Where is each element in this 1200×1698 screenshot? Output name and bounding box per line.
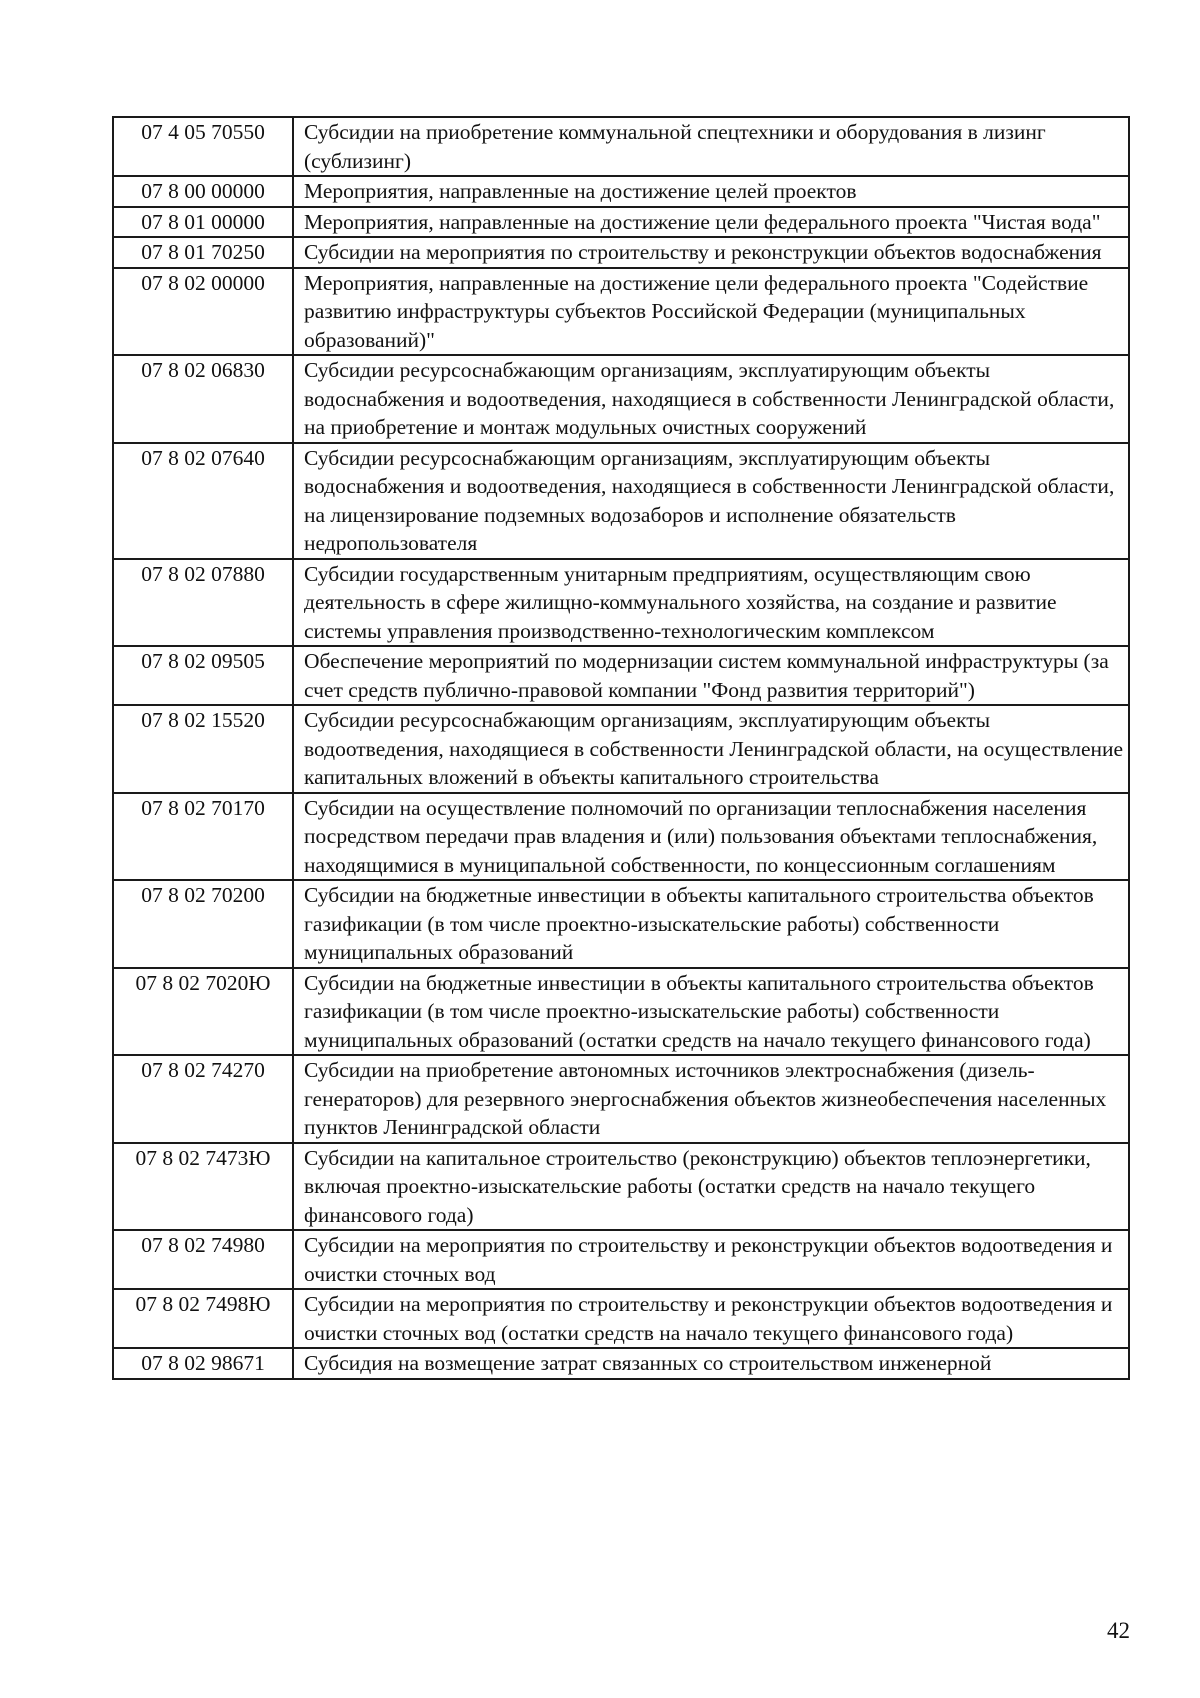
classification-code: 07 8 02 74270 <box>113 1055 293 1143</box>
classification-code: 07 8 02 09505 <box>113 646 293 705</box>
table-row <box>113 1348 1129 1379</box>
table-row <box>113 443 1129 559</box>
classification-code: 07 8 02 7473Ю <box>113 1143 293 1231</box>
table-row <box>113 1055 1129 1143</box>
code-description: Субсидии на капитальное строительство (реконструкцию) объектов теплоэнергетики, включая проектно-изыскательские работы (остатки средств на начало текущего финансового года) <box>293 1143 1129 1231</box>
classification-code: 07 8 02 7020Ю <box>113 968 293 1056</box>
code-description: Мероприятия, направленные на достижение целей проектов <box>293 176 1129 207</box>
classification-code: 07 8 02 06830 <box>113 355 293 443</box>
code-description: Субсидии ресурсоснабжающим организациям, эксплуатирующим объекты водоснабжения и водоотведения, находящиеся в собственности Ленинградской области, на лицензирование подземных водозаборов и исполнение обязательств недропользователя <box>293 443 1129 559</box>
classification-code: 07 8 02 07640 <box>113 443 293 559</box>
code-description: Субсидии на приобретение коммунальной спецтехники и оборудования в лизинг (сублизинг) <box>293 117 1129 176</box>
table-row <box>113 705 1129 793</box>
table-row <box>113 1230 1129 1289</box>
code-description: Субсидии на мероприятия по строительству и реконструкции объектов водоотведения и очистки сточных вод <box>293 1230 1129 1289</box>
classification-code: 07 4 05 70550 <box>113 117 293 176</box>
table-row <box>113 968 1129 1056</box>
table-row <box>113 793 1129 881</box>
code-description: Субсидии на мероприятия по строительству и реконструкции объектов водоснабжения <box>293 237 1129 268</box>
table-row <box>113 1143 1129 1231</box>
code-description: Обеспечение мероприятий по модернизации систем коммунальной инфраструктуры (за счет средств публично-правовой компании "Фонд развития территорий") <box>293 646 1129 705</box>
table-row <box>113 268 1129 356</box>
table-row <box>113 207 1129 238</box>
code-description: Субсидии ресурсоснабжающим организациям, эксплуатирующим объекты водоотведения, находящиеся в собственности Ленинградской области, на осуществление капитальных вложений в объекты капитального строительства <box>293 705 1129 793</box>
classification-code: 07 8 01 70250 <box>113 237 293 268</box>
code-description: Субсидии на бюджетные инвестиции в объекты капитального строительства объектов газификации (в том числе проектно-изыскательские работы) собственности муниципальных образований <box>293 880 1129 968</box>
table-row <box>113 355 1129 443</box>
classification-code: 07 8 02 7498Ю <box>113 1289 293 1348</box>
code-description: Субсидия на возмещение затрат связанных со строительством инженерной <box>293 1348 1129 1379</box>
code-description: Субсидии на приобретение автономных источников электроснабжения (дизель-генераторов) для резервного энергоснабжения объектов жизнеобеспечения населенных пунктов Ленинградской области <box>293 1055 1129 1143</box>
table-row <box>113 646 1129 705</box>
code-description: Субсидии ресурсоснабжающим организациям, эксплуатирующим объекты водоснабжения и водоотведения, находящиеся в собственности Ленинградской области, на приобретение и монтаж модульных очистных сооружений <box>293 355 1129 443</box>
table-row <box>113 117 1129 176</box>
page-number: 42 <box>1107 1618 1130 1643</box>
code-description: Субсидии на осуществление полномочий по организации теплоснабжения населения посредством передачи прав владения и (или) пользования объектами теплоснабжения, находящимися в муниципальной собственности, по концессионным соглашениям <box>293 793 1129 881</box>
table-row <box>113 559 1129 647</box>
classification-code: 07 8 01 00000 <box>113 207 293 238</box>
classification-code: 07 8 02 15520 <box>113 705 293 793</box>
code-description: Мероприятия, направленные на достижение цели федерального проекта "Содействие развитию инфраструктуры субъектов Российской Федерации (муниципальных образований)" <box>293 268 1129 356</box>
code-description: Субсидии на бюджетные инвестиции в объекты капитального строительства объектов газификации (в том числе проектно-изыскательские работы) собственности муниципальных образований (остатки средств на начало текущего финансового года) <box>293 968 1129 1056</box>
code-description: Мероприятия, направленные на достижение цели федерального проекта "Чистая вода" <box>293 207 1129 238</box>
table-row <box>113 1289 1129 1348</box>
classification-code: 07 8 00 00000 <box>113 176 293 207</box>
classification-code: 07 8 02 70200 <box>113 880 293 968</box>
table-row <box>113 176 1129 207</box>
classification-code: 07 8 02 74980 <box>113 1230 293 1289</box>
table-row <box>113 880 1129 968</box>
code-description: Субсидии государственным унитарным предприятиям, осуществляющим свою деятельность в сфере жилищно-коммунального хозяйства, на создание и развитие системы управления производственно-технологическим комплексом <box>293 559 1129 647</box>
classification-code: 07 8 02 07880 <box>113 559 293 647</box>
classification-code: 07 8 02 70170 <box>113 793 293 881</box>
classification-code: 07 8 02 00000 <box>113 268 293 356</box>
classification-code: 07 8 02 98671 <box>113 1348 293 1379</box>
table-row <box>113 237 1129 268</box>
budget-codes-table <box>112 116 1130 1380</box>
code-description: Субсидии на мероприятия по строительству и реконструкции объектов водоотведения и очистки сточных вод (остатки средств на начало текущего финансового года) <box>293 1289 1129 1348</box>
